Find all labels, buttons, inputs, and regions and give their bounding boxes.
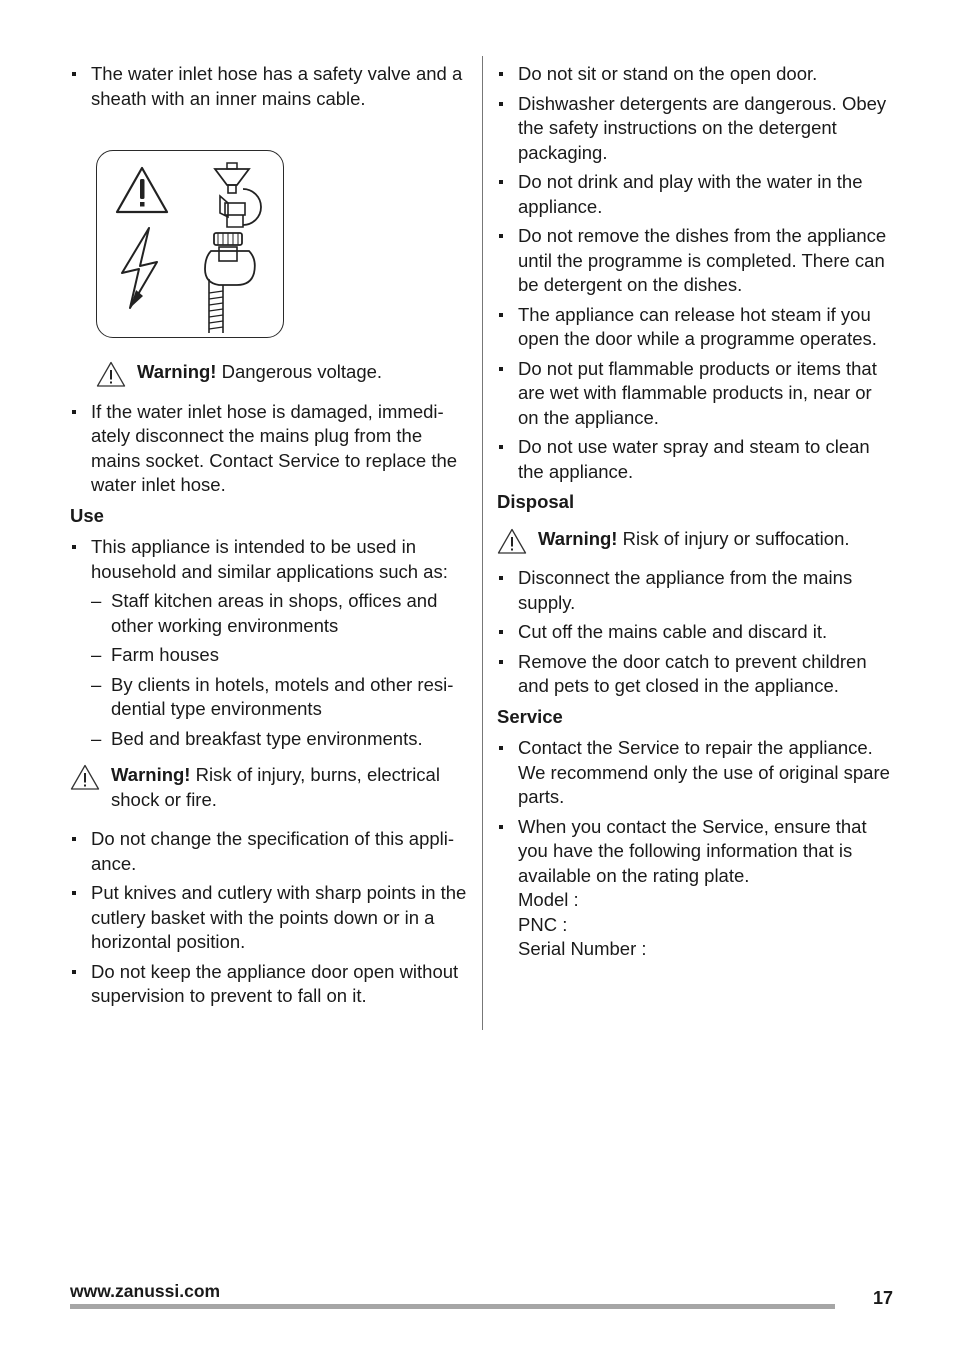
use-bullet-text: This appliance is intended to be used in household and similar applications such as:: [91, 536, 448, 582]
warning-injury: [70, 763, 470, 812]
list-item: [497, 815, 897, 962]
use-list: [70, 535, 470, 751]
warning-text: Risk of injury, burns, electrical shock or fire.: [111, 764, 440, 810]
safety-list: [497, 62, 897, 484]
list-item: If the water inlet hose is damaged, immedi-ately disconnect the mains plug from the mains socket. Contact Service to replace the water inlet hose.: [70, 400, 470, 498]
warning-triangle-icon: [96, 361, 126, 388]
warning-voltage: [96, 360, 470, 385]
section-heading-service: Service: [497, 705, 563, 727]
warning-label: Warning!: [111, 764, 191, 785]
warning-label: Warning!: [538, 527, 618, 549]
page-number: 17: [873, 1288, 894, 1308]
list-item: Cut off the mains cable and discard it.: [497, 620, 897, 645]
hose-hazard-figure: [96, 150, 284, 338]
list-item: Dishwasher detergents are dangerous. Obey the safety instructions on the detergent packaging.: [497, 92, 897, 166]
rating-plate-model: Model :: [518, 889, 579, 910]
sub-list-item: – By clients in hotels, motels and other resi-dential type environments: [91, 673, 470, 722]
list-item: [70, 535, 470, 751]
list-item: The appliance can release hot steam if you open the door while a programme operates.: [497, 303, 897, 352]
list-item: Disconnect the appliance from the mains supply.: [497, 566, 897, 615]
list-item: Put knives and cutlery with sharp points in the cutlery basket with the points down or in a horizontal position.: [70, 881, 470, 955]
damaged-list: [70, 400, 470, 498]
left-column: [70, 62, 470, 1014]
list-item: Do not remove the dishes from the appliance until the programme is completed. There can be detergent on the dishes.: [497, 224, 897, 298]
sub-list-item: – Farm houses: [91, 643, 470, 668]
list-item: Do not keep the appliance door open without supervision to prevent to fall on it.: [70, 960, 470, 1009]
warning-triangle-icon: [70, 764, 100, 791]
list-item: Do not sit or stand on the open door.: [497, 62, 897, 87]
intro-list: [70, 62, 470, 111]
use-sublist: [91, 589, 470, 751]
list-item: Remove the door catch to prevent children and pets to get closed in the appliance.: [497, 650, 897, 699]
disposal-list: [497, 566, 897, 699]
warning-label: Warning!: [137, 361, 217, 382]
list-item: The water inlet hose has a safety valve and a sheath with an inner mains cable.: [70, 62, 470, 111]
list-item: Contact the Service to repair the appliance. We recommend only the use of original spare parts.: [497, 736, 897, 810]
service-bullet-text: When you contact the Service, ensure that you have the following information that is available on the rating plate.: [518, 815, 867, 886]
right-column: [497, 62, 897, 967]
list-item: Do not drink and play with the water in the appliance.: [497, 170, 897, 219]
rating-plate-serial: Serial Number :: [518, 938, 647, 959]
rating-plate-pnc: PNC :: [518, 913, 568, 935]
warning-text: Risk of injury or suffocation.: [617, 527, 850, 549]
service-list: [497, 736, 897, 962]
footer-website-link[interactable]: www.zanussi.com: [70, 1281, 221, 1301]
list-item: Do not put flammable products or items that are wet with flammable products in, near or on the appliance.: [497, 357, 897, 431]
column-divider: [482, 56, 483, 1030]
section-heading-use: Use: [70, 504, 104, 526]
warning-suffocation: [497, 527, 897, 552]
electrical-hazard-hose-illustration: [97, 151, 285, 339]
sub-list-item: – Staff kitchen areas in shops, offices and other working environments: [91, 589, 470, 638]
general-list: [70, 827, 470, 1009]
footer-rule: [70, 1304, 835, 1309]
list-item: Do not use water spray and steam to clean the appliance.: [497, 435, 897, 484]
list-item: Do not change the specification of this appli-ance.: [70, 827, 470, 876]
warning-text: Dangerous voltage.: [216, 361, 383, 382]
warning-triangle-icon: [497, 528, 527, 555]
section-heading-disposal: Disposal: [497, 491, 575, 512]
sub-list-item: – Bed and breakfast type environments.: [91, 727, 470, 752]
